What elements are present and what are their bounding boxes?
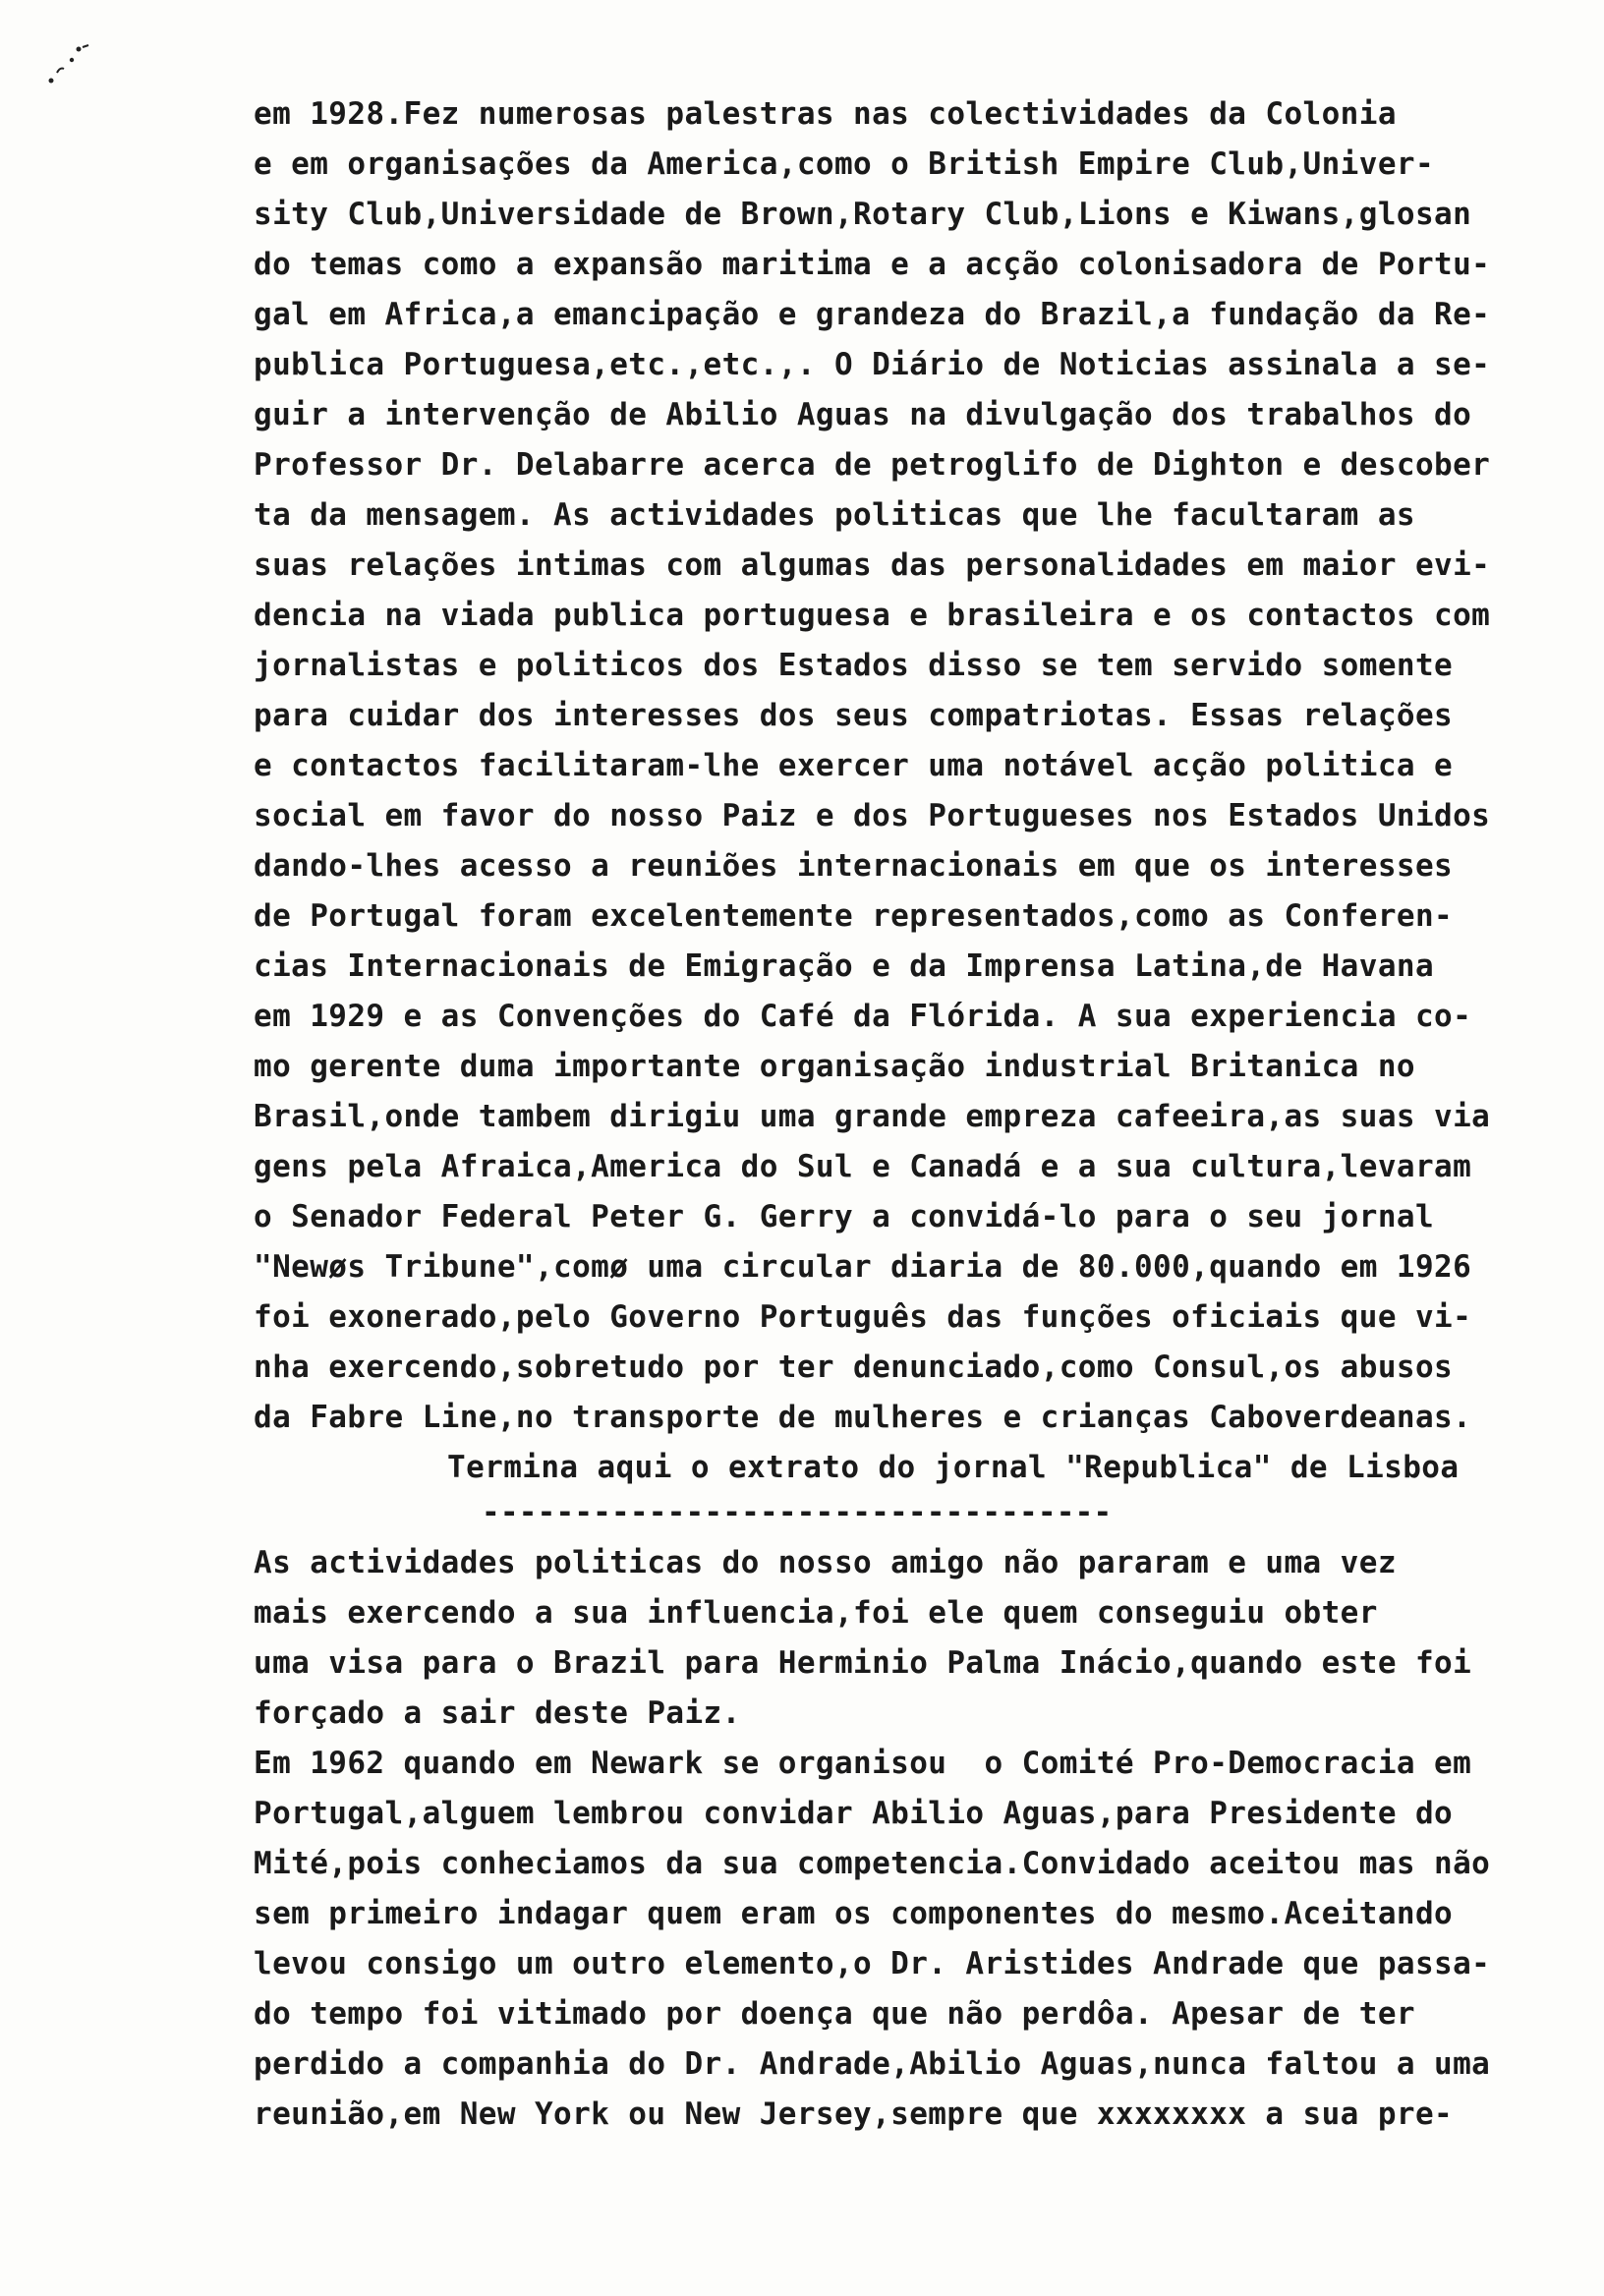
body-line: suas relações intimas com algumas das personalidades em maior evi- [254, 547, 1491, 583]
body-line: e em organisações da America,como o British Empire Club,Univer- [254, 146, 1435, 182]
body-line: do temas como a expansão maritima e a acção colonisadora de Portu- [254, 247, 1491, 282]
body-line: e contactos facilitaram-lhe exercer uma notável acção politica e [254, 748, 1454, 783]
body-line: para cuidar dos interesses dos seus compatriotas. Essas relações [254, 698, 1454, 733]
body-line: de Portugal foram excelentemente representados,como as Conferen- [254, 898, 1454, 934]
body-line: Portugal,alguem lembrou convidar Abilio Aguas,para Presidente do [254, 1796, 1454, 1831]
body-line: sem primeiro indagar quem eram os componentes do mesmo.Aceitando [254, 1896, 1454, 1931]
extract-source-note: Termina aqui o extrato do jornal "Republica" de Lisboa [447, 1450, 1460, 1485]
body-line: gal em Africa,a emancipação e grandeza do Brazil,a fundação da Re- [254, 297, 1491, 332]
body-line: Em 1962 quando em Newark se organisou o Comité Pro-Democracia em [254, 1746, 1472, 1781]
body-line: Professor Dr. Delabarre acerca de petroglifo de Dighton e descober [254, 447, 1491, 483]
body-line: em 1928.Fez numerosas palestras nas colectividades da Colonia [254, 96, 1397, 132]
body-line: As actividades politicas do nosso amigo não pararam e uma vez [254, 1545, 1397, 1580]
body-line: foi exonerado,pelo Governo Português das funções oficiais que vi- [254, 1299, 1472, 1335]
body-line: "Newøs Tribune",comø uma circular diaria de 80.000,quando em 1926 [254, 1249, 1472, 1285]
body-line: Brasil,onde tambem dirigiu uma grande empreza cafeeira,as suas via [254, 1099, 1491, 1134]
body-line: sity Club,Universidade de Brown,Rotary Club,Lions e Kiwans,glosan [254, 197, 1472, 232]
body-line: dando-lhes acesso a reuniões internacionais em que os interesses [254, 848, 1454, 884]
body-line: publica Portuguesa,etc.,etc.,. O Diário de Noticias assinala a se- [254, 347, 1491, 382]
body-line: mo gerente duma importante organisação industrial Britanica no [254, 1049, 1415, 1084]
body-line: Mité,pois conheciamos da sua competencia.Convidado aceitou mas não [254, 1846, 1491, 1881]
body-line: cias Internacionais de Emigração e da Imprensa Latina,de Havana [254, 948, 1435, 984]
body-line: jornalistas e politicos dos Estados disso se tem servido somente [254, 648, 1454, 683]
body-line: gens pela Afraica,America do Sul e Canadá e a sua cultura,levaram [254, 1149, 1472, 1184]
body-line: perdido a companhia do Dr. Andrade,Abilio Aguas,nunca faltou a uma [254, 2046, 1491, 2082]
body-line: levou consigo um outro elemento,o Dr. Aristides Andrade que passa- [254, 1946, 1491, 1981]
body-line: em 1929 e as Convenções do Café da Flórida. A sua experiencia co- [254, 999, 1472, 1034]
body-line: o Senador Federal Peter G. Gerry a convidá-lo para o seu jornal [254, 1199, 1435, 1234]
body-line: mais exercendo a sua influencia,foi ele quem conseguiu obter [254, 1595, 1378, 1631]
body-line: forçado a sair deste Paiz. [254, 1695, 741, 1731]
body-line: guir a intervenção de Abilio Aguas na divulgação dos trabalhos do [254, 397, 1472, 432]
body-line: dencia na viada publica portuguesa e brasileira e os contactos com [254, 598, 1491, 633]
body-line: da Fabre Line,no transporte de mulheres e crianças Caboverdeanas. [254, 1400, 1472, 1435]
body-line: reunião,em New York ou New Jersey,sempre que xxxxxxxx a sua pre- [254, 2096, 1454, 2132]
ink-speck-marks [45, 29, 124, 88]
body-line: uma visa para o Brazil para Herminio Palma Inácio,quando este foi [254, 1645, 1472, 1681]
body-line: do tempo foi vitimado por doença que não perdôa. Apesar de ter [254, 1996, 1415, 2032]
body-line: social em favor do nosso Paiz e dos Portugueses nos Estados Unidos [254, 798, 1491, 833]
body-line: nha exercendo,sobretudo por ter denunciado,como Consul,os abusos [254, 1349, 1454, 1385]
body-line: ta da mensagem. As actividades politicas que lhe facultaram as [254, 497, 1415, 533]
separator-rule: ---------------------------------- [482, 1495, 1113, 1530]
